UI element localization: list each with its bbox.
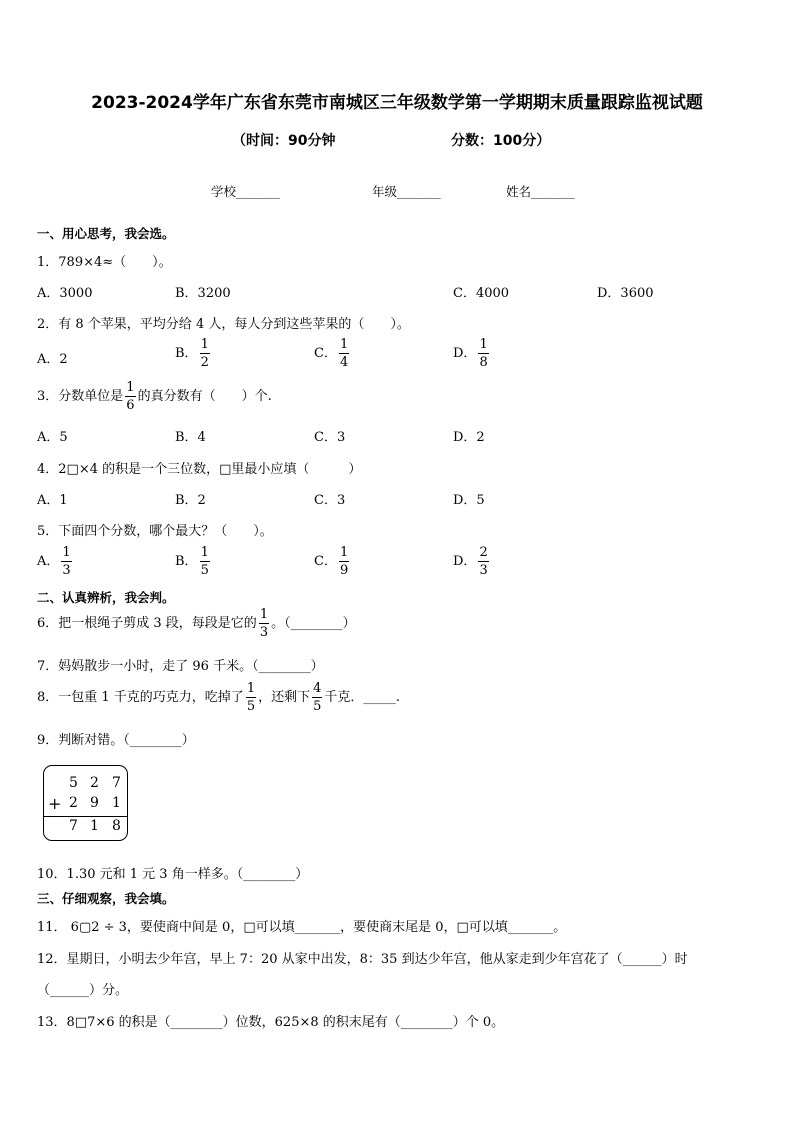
digit: 8 [112,818,121,834]
q1-option-d[interactable]: D．3600 [597,286,654,301]
question-3: 3．分数单位是 $\frac{1}{6}$ 的真分数有（ ）个. [37,380,272,413]
q5-option-c[interactable]: C． $\frac{1}{9}$ [314,545,349,578]
fraction: $\frac{2}{3}$ [479,545,488,578]
q4-option-a[interactable]: A．1 [37,493,68,508]
section-heading-1: 一、用心思考，我会选。 [37,226,175,241]
question-6: 6．把一根绳子剪成 3 段，每段是它的 $\frac{1}{3}$ 。（________） [37,607,356,640]
question-1: 1．789×4≈（ ）。 [37,255,172,270]
fraction: $\frac{1}{6}$ [126,380,135,413]
fraction: $\frac{1}{3}$ [259,607,269,640]
q3-option-b[interactable]: B．4 [175,430,206,445]
question-13: 13．8□7×6 的积是（________）位数，625×8 的积末尾有（________）个 0。 [37,1015,505,1030]
digit: 5 [69,775,78,791]
question-7: 7．妈妈散步一小时，走了 96 千米。（________） [37,659,324,674]
q1-option-a[interactable]: A．3000 [37,286,93,301]
q3-option-d[interactable]: D．2 [453,430,485,445]
question-12-cont: （______）分。 [37,983,129,998]
sum-divider [44,816,127,817]
grade-field[interactable]: 年级_______ [372,184,441,199]
school-field[interactable]: 学校_______ [211,184,280,199]
q2-option-d[interactable]: D． $\frac{1}{8}$ [453,337,488,370]
q2-option-c[interactable]: C． $\frac{1}{4}$ [314,337,349,370]
fraction: $\frac{1}{2}$ [200,337,209,370]
vertical-addition-box [43,765,128,841]
q2-option-b[interactable]: B． $\frac{1}{2}$ [175,337,209,370]
question-12: 12．星期日，小明去少年宫，早上 7：20 从家中出发，8：35 到达少年宫，他从家走到少年宫花了（______）时 [37,952,688,967]
q3-option-c[interactable]: C．3 [314,430,346,445]
exam-score: 分数：100分） [451,133,551,149]
fraction: $\frac{1}{8}$ [479,337,488,370]
q4-option-d[interactable]: D．5 [453,493,485,508]
digit: 1 [90,818,99,834]
q4-option-b[interactable]: B．2 [175,493,206,508]
q1-option-c[interactable]: C．4000 [453,286,510,301]
digit: 7 [69,818,78,834]
question-10: 10．1.30 元和 1 元 3 角一样多。（________） [37,867,309,882]
digit: 7 [112,775,121,791]
q5-option-a[interactable]: A． $\frac{1}{3}$ [37,545,71,578]
section-heading-3: 三、仔细观察，我会填。 [37,891,175,906]
section-heading-2: 二、认真辨析，我会判。 [37,590,175,605]
question-2: 2．有 8 个苹果，平均分给 4 人，每人分到这些苹果的（ ）。 [37,317,410,332]
fraction: $\frac{1}{5}$ [246,681,256,714]
digit: 9 [90,795,99,811]
exam-time: （时间：90分钟 [232,133,336,149]
plus-sign: + [48,794,62,813]
q4-option-c[interactable]: C．3 [314,493,346,508]
question-4: 4．2□×4 的积是一个三位数，□里最小应填（ ） [37,462,362,477]
fraction: $\frac{1}{5}$ [200,545,209,578]
q3-option-a[interactable]: A．5 [37,430,68,445]
question-9: 9．判断对错。（________） [37,733,195,748]
question-11: 11． 6▢2 ÷ 3，要使商中间是 0，□可以填_______，要使商末尾是 0，□可以填_______。 [37,920,567,935]
q5-option-d[interactable]: D． $\frac{2}{3}$ [453,545,488,578]
question-8: 8．一包重 1 千克的巧克力，吃掉了 $\frac{1}{5}$ ，还剩下 $\frac{4}{5}$ 千克．_____. [37,681,401,714]
fraction: $\frac{1}{3}$ [62,545,71,578]
fraction: $\frac{1}{4}$ [339,337,349,370]
name-field[interactable]: 姓名_______ [506,184,575,199]
digit: 1 [112,795,121,811]
page-title: 2023-2024学年广东省东莞市南城区三年级数学第一学期期末质量跟踪监视试题 [91,93,703,113]
q2-option-a[interactable]: A．2 [37,352,68,367]
question-5: 5．下面四个分数，哪个最大？（ ）。 [37,524,273,539]
digit: 2 [69,795,78,811]
fraction: $\frac{1}{9}$ [339,545,349,578]
q1-option-b[interactable]: B．3200 [175,286,231,301]
q5-option-b[interactable]: B． $\frac{1}{5}$ [175,545,209,578]
fraction: $\frac{4}{5}$ [313,681,322,714]
digit: 2 [90,775,99,791]
